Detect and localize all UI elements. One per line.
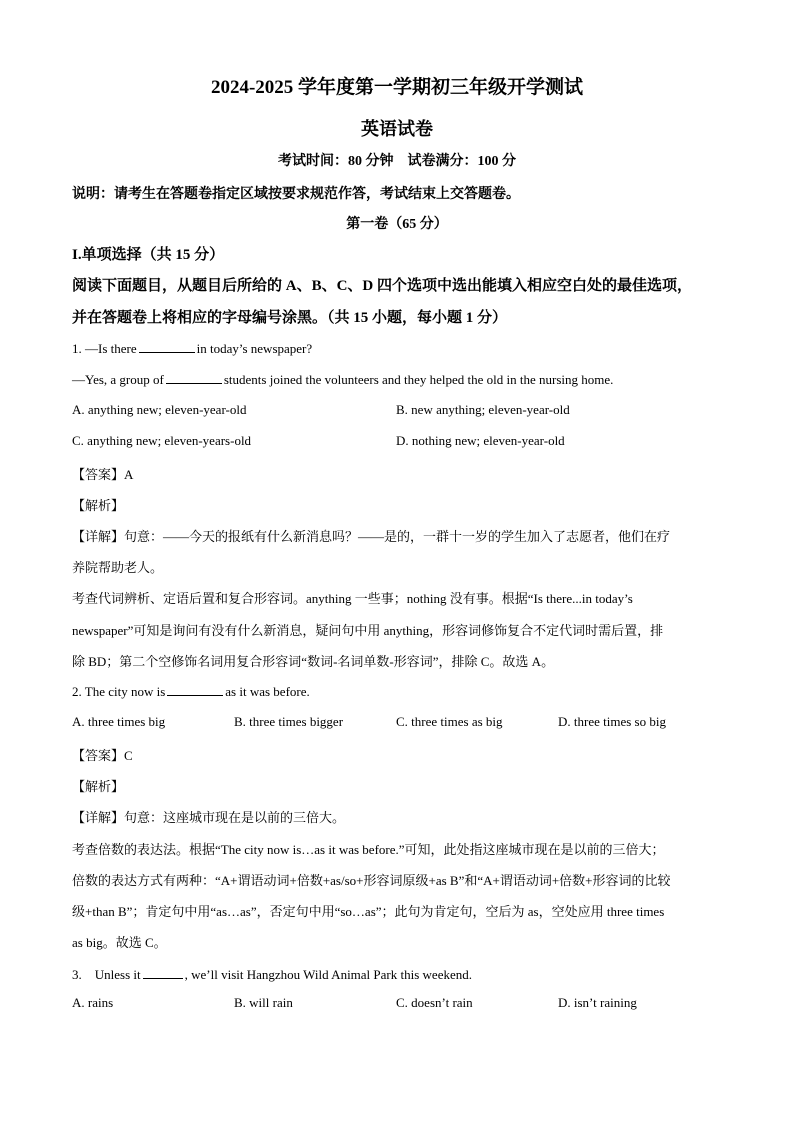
section-direction-line1: 阅读下面题目，从题目后所给的 A、B、C、D 四个选项中选出能填入相应空白处的最佳选项，: [72, 278, 693, 294]
question-2-option-b: B. three times bigger: [234, 714, 344, 729]
volume-heading: 第一卷（65 分）: [346, 217, 448, 232]
question-3-text-post: , we’ll visit Hangzhou Wild Animal Park this weekend.: [184, 967, 472, 982]
question-1-detail-line3: 考查代词辨析、定语后置和复合形容词。anything 一些事；nothing 没有事。根据“Is there...in today’s: [72, 591, 633, 606]
question-1-option-a: A. anything new; eleven-year-old: [72, 402, 247, 417]
question-1-analysis-label: 【解析】: [72, 498, 125, 513]
answer-blank: [166, 371, 222, 384]
instructions: 说明：请考生在答题卷指定区域按要求规范作答，考试结束上交答题卷。: [72, 187, 520, 202]
section-heading: I.单项选择（共 15 分）: [72, 247, 225, 263]
question-2-detail-line4: 级+than B”；肯定句中用“as…as”，否定句中用“so…as”；此句为肯定句，空后为 as，空处应用 three times: [72, 904, 665, 919]
question-2-answer: 【答案】C: [72, 748, 133, 763]
question-1-text2-post: students joined the volunteers and they helped the old in the nursing home.: [223, 372, 614, 387]
question-2-text-pre: 2. The city now is: [72, 684, 166, 699]
question-1-detail-line4: newspaper”可知是询问有没有什么新消息，疑问句中用 anything，形容词修饰复合不定代词时需后置，排: [72, 623, 664, 638]
question-2-detail-line5: as big。故选 C。: [72, 935, 167, 950]
question-1-text-pre: 1. —Is there: [72, 341, 137, 356]
question-1-option-d: D. nothing new; eleven-year-old: [396, 433, 565, 448]
question-3-option-b: B. will rain: [234, 995, 293, 1010]
question-1-line2: [72, 371, 613, 388]
question-1-text2-pre: —Yes, a group of: [72, 372, 164, 387]
question-3-line: [72, 964, 472, 983]
question-3-option-d: D. isn’t raining: [558, 995, 637, 1010]
question-2-option-d: D. three times so big: [558, 714, 666, 729]
question-1-line1: [72, 340, 312, 357]
section-direction-line2: 并在答题卷上将相应的字母编号涂黑。（共 15 小题，每小题 1 分）: [72, 310, 508, 326]
question-3-option-c: C. doesn’t rain: [396, 995, 473, 1010]
question-3-text-pre: 3. Unless it: [72, 967, 141, 982]
question-1-detail-line5: 除 BD；第二个空修饰名词用复合形容词“数词-名词单数-形容词”，排除 C。故选 A。: [72, 654, 555, 669]
exam-subtitle: 英语试卷: [361, 119, 433, 139]
question-1-answer: 【答案】A: [72, 467, 134, 482]
answer-blank: [139, 340, 195, 353]
question-2-line: [72, 683, 310, 700]
question-2-detail-line1: 【详解】句意：这座城市现在是以前的三倍大。: [72, 810, 346, 825]
question-1-detail-line2: 养院帮助老人。: [72, 560, 164, 575]
exam-info: 考试时间：80 分钟 试卷满分：100 分: [278, 154, 516, 169]
question-1-detail-line1: 【详解】句意：——今天的报纸有什么新消息吗？——是的，一群十一岁的学生加入了志愿者，他们在疗: [72, 529, 671, 544]
answer-blank: [167, 683, 223, 696]
answer-blank: [143, 966, 183, 979]
question-2-option-a: A. three times big: [72, 714, 166, 729]
question-2-option-c: C. three times as big: [396, 714, 503, 729]
question-2-analysis-label: 【解析】: [72, 779, 125, 794]
question-2-detail-line2: 考查倍数的表达法。根据“The city now is…as it was before.”可知，此处指这座城市现在是以前的三倍大；: [72, 842, 665, 857]
question-1-option-c: C. anything new; eleven-years-old: [72, 433, 252, 448]
exam-title: 2024-2025 学年度第一学期初三年级开学测试: [210, 77, 584, 98]
question-2-detail-line3: 倍数的表达方式有两种：“A+谓语动词+倍数+as/so+形容词原级+as B”和“A+谓语动词+倍数+形容词的比较: [72, 873, 671, 888]
question-3-option-a: A. rains: [72, 995, 114, 1010]
question-1-option-b: B. new anything; eleven-year-old: [396, 402, 570, 417]
question-1-text-post: in today’s newspaper?: [196, 341, 313, 356]
question-2-text-post: as it was before.: [225, 684, 310, 699]
